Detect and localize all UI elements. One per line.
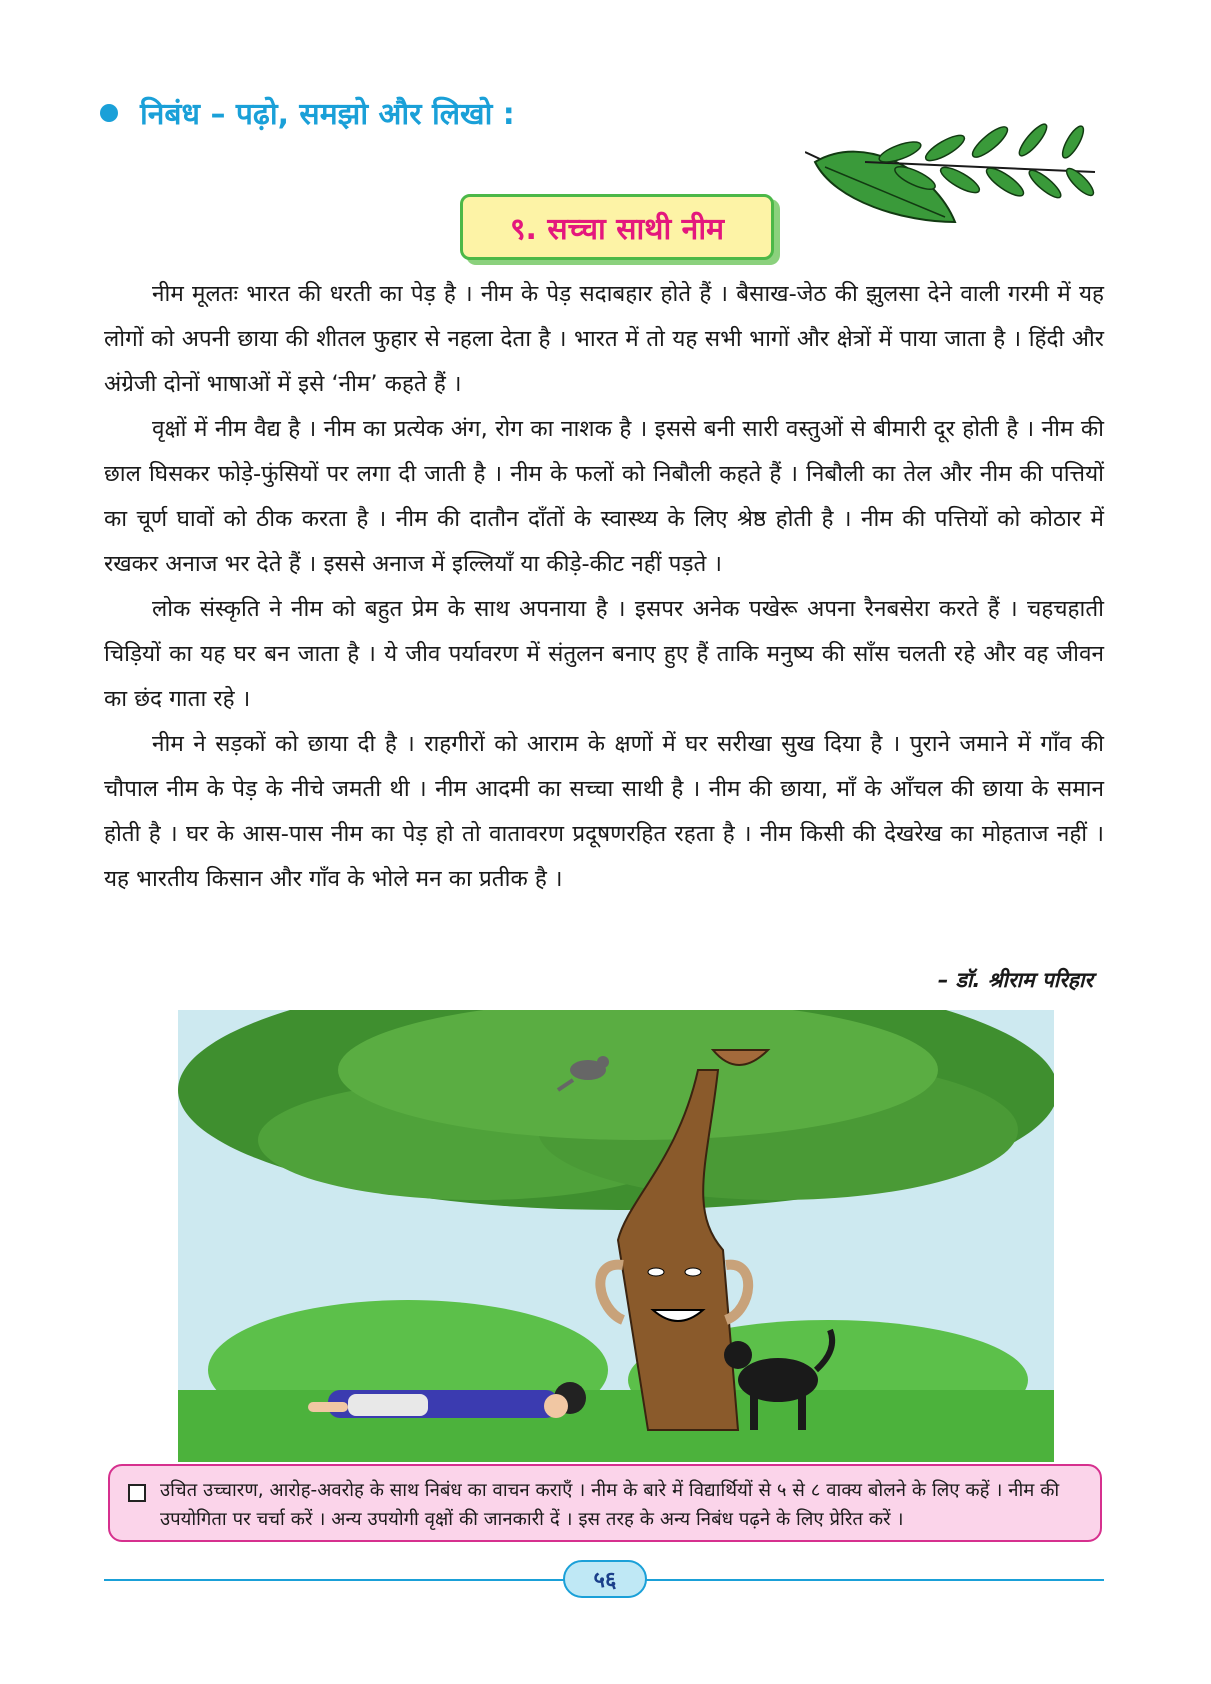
neem-tree-illustration: [178, 1010, 1054, 1462]
tree-canopy-icon: [178, 1010, 1054, 1210]
essay-paragraph: नीम ने सड़कों को छाया दी है । राहगीरों को आराम के क्षणों में घर सरीखा सुख दिया है । पुराने जमाने में गाँव की चौपाल नीम के पेड़ के नीचे जमती थी । नीम आदमी का सच्चा साथी है । नीम की छाया, माँ के आँचल की छाया के समान होती है । घर के आस-पास नीम का पेड़ हो तो वातावरण प्रदूषणरहित रहता है । नीम किसी की देखरेख का मोहताज नहीं । यह भारतीय किसान और गाँव के भोले मन का प्रतीक है ।: [104, 731, 1104, 892]
lesson-title-box: [460, 194, 774, 260]
neem-leaf-illustration: [805, 112, 1105, 252]
essay-paragraph: लोक संस्कृति ने नीम को बहुत प्रेम के साथ अपनाया है । इसपर अनेक पखेरू अपना रैनबसेरा करते हैं । चहचहाती चिड़ियों का यह घर बन जाता है । ये जीव पर्यावरण में संतुलन बनाए हुए हैं ताकि मनुष्य की साँस चलती रहे और वह जीवन का छंद गाता रहे ।: [104, 596, 1104, 712]
section-heading: [100, 92, 515, 133]
bullet-icon: [100, 104, 118, 122]
essay-author: – डॉ. श्रीराम परिहार: [937, 968, 1093, 992]
teacher-note-text: उचित उच्चारण, आरोह-अवरोह के साथ निबंध का वाचन कराएँ । नीम के बारे में विद्यार्थियों से ५ से ८ वाक्य बोलने के लिए कहें । नीम की उपयोगिता पर चर्चा करें । अन्य उपयोगी वृक्षों की जानकारी दें । इस तरह के अन्य निबंध पढ़ने के लिए प्रेरित करें ।: [160, 1480, 1060, 1530]
lesson-title: ९. सच्चा साथी नीम: [509, 211, 725, 247]
essay-paragraph: नीम मूलतः भारत की धरती का पेड़ है । नीम के पेड़ सदाबहार होते हैं । बैसाख-जेठ की झुलसा देने वाली गरमी में यह लोगों को अपनी छाया की शीतल फुहार से नहला देता है । भारत में तो यह सभी भागों और क्षेत्रों में पाया जाता है । हिंदी और अंग्रेजी दोनों भाषाओं में इसे ‘नीम’ कहते हैं ।: [104, 281, 1104, 397]
bushes-icon: [178, 1300, 1054, 1462]
section-heading-text: निबंध – पढ़ो, समझो और लिखो :: [140, 97, 515, 132]
essay-body: [104, 272, 1104, 902]
essay-paragraph: वृक्षों में नीम वैद्य है । नीम का प्रत्येक अंग, रोग का नाशक है । इससे बनी सारी वस्तुओं से बीमारी दूर होती है । नीम की छाल घिसकर फोड़े-फुंसियों पर लगा दी जाती है । नीम के फलों को निबौली कहते हैं । निबौली का तेल और नीम की पत्तियों का चूर्ण घावों को ठीक करता है । नीम की दातौन दाँतों के स्वास्थ्य के लिए श्रेष्ठ होती है । नीम की पत्तियों को कोठार में रखकर अनाज भर देते हैं । इससे अनाज में इल्लियाँ या कीड़े-कीट नहीं पड़ते ।: [104, 416, 1104, 577]
checkbox-icon: [128, 1484, 146, 1502]
teacher-note: [108, 1464, 1102, 1542]
page-number: ५६: [563, 1560, 647, 1598]
